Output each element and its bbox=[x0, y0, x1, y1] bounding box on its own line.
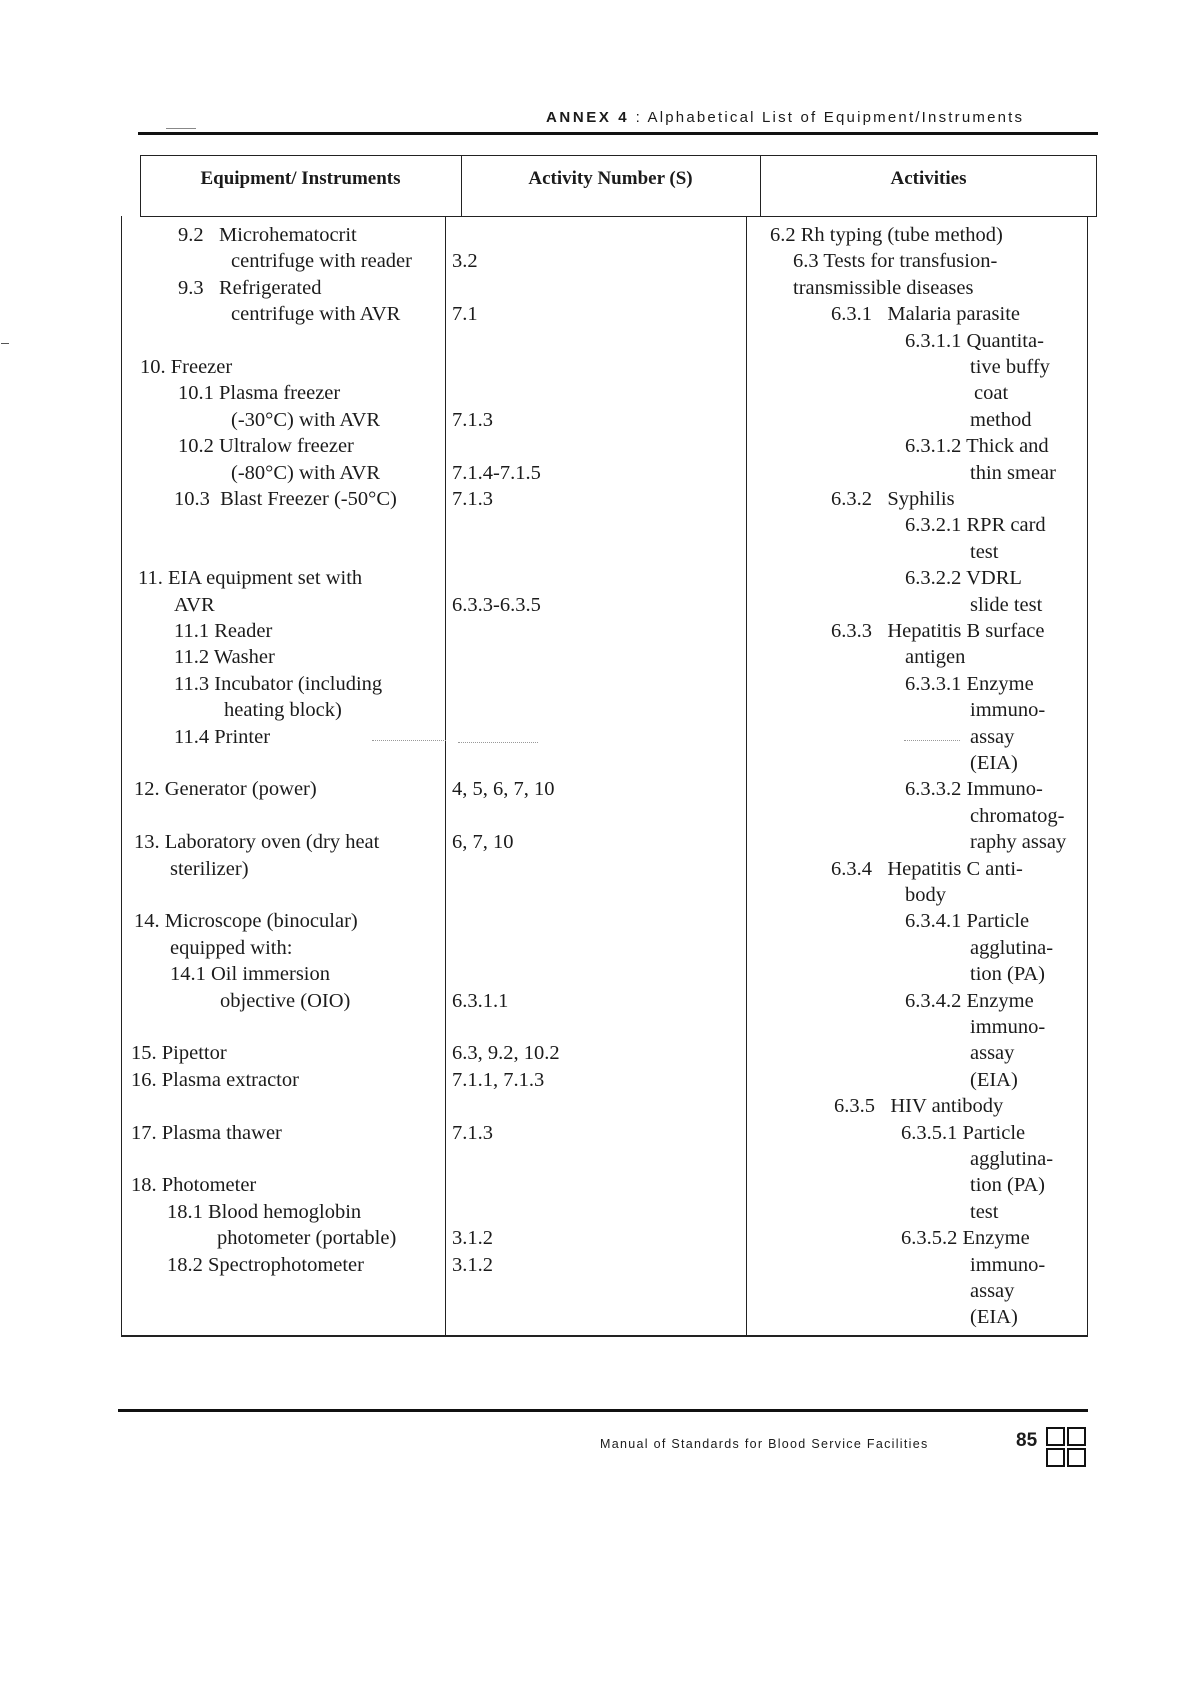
equipment-line: (-80°C) with AVR bbox=[231, 461, 381, 484]
activity-line: 6.3.2 Syphilis bbox=[831, 488, 955, 510]
activity-line: immuno- bbox=[970, 1016, 1046, 1038]
footer-rule bbox=[118, 1409, 1088, 1412]
activity-line: tion (PA) bbox=[970, 1174, 1045, 1197]
activity-number-line: 6.3.3-6.3.5 bbox=[452, 593, 541, 616]
equipment-line: objective (OIO) bbox=[220, 989, 351, 1012]
annex-label: ANNEX 4 bbox=[546, 109, 630, 126]
activity-line: 6.3.3.2 Immuno- bbox=[905, 778, 1043, 801]
activity-line: immuno- bbox=[970, 1253, 1046, 1276]
activity-line: (EIA) bbox=[970, 1068, 1018, 1091]
activity-line: 6.3.4.2 Enzyme bbox=[905, 989, 1034, 1012]
equipment-line: 10.2 Ultralow freezer bbox=[178, 435, 354, 458]
activity-line: raphy assay bbox=[970, 831, 1067, 854]
activity-line: antigen bbox=[905, 646, 966, 669]
equipment-line: centrifuge with AVR bbox=[231, 303, 401, 326]
activity-number-line: 4, 5, 6, 7, 10 bbox=[452, 778, 555, 801]
activity-line: (EIA) bbox=[970, 1306, 1018, 1329]
equipment-line: 15. Pipettor bbox=[131, 1042, 227, 1065]
column-header-activity-number: Activity Number (S) bbox=[528, 168, 693, 189]
header-rule bbox=[138, 132, 1098, 135]
table-top-border bbox=[140, 155, 1097, 156]
activity-line: immuno- bbox=[970, 699, 1046, 722]
equipment-line: 14.1 Oil immersion bbox=[170, 963, 331, 986]
scan-artifact bbox=[458, 742, 538, 743]
activity-line: slide test bbox=[970, 593, 1043, 616]
activity-line: 6.3.3 Hepatitis B surface bbox=[831, 620, 1045, 642]
table-left-border-body bbox=[121, 216, 122, 1336]
activity-line: 6.3 Tests for transfusion- bbox=[793, 250, 998, 273]
margin-mark bbox=[1, 343, 9, 344]
activity-line: tive buffy bbox=[970, 356, 1050, 378]
table-right-border-body bbox=[1087, 216, 1088, 1336]
equipment-line: 10.1 Plasma freezer bbox=[178, 382, 341, 405]
activity-line: 6.3.2.1 RPR card bbox=[905, 514, 1046, 537]
column-header-equipment: Equipment/ Instruments bbox=[200, 168, 401, 189]
activity-line: 6.3.1 Malaria parasite bbox=[831, 303, 1020, 326]
equipment-line: 16. Plasma extractor bbox=[131, 1068, 299, 1091]
equipment-line: heating block) bbox=[224, 699, 342, 722]
scan-artifact bbox=[904, 740, 960, 741]
equipment-line: 17. Plasma thawer bbox=[131, 1121, 282, 1144]
column-divider-2-body bbox=[746, 216, 747, 1336]
activity-line: 6.3.1.1 Quantita- bbox=[905, 329, 1044, 352]
activity-line: test bbox=[970, 540, 999, 563]
equipment-line: centrifuge with reader bbox=[231, 250, 412, 273]
activity-line: 6.3.5.1 Particle bbox=[901, 1121, 1026, 1144]
header-rule-stub bbox=[166, 128, 196, 129]
equipment-line: 14. Microscope (binocular) bbox=[134, 910, 358, 933]
activity-line: 6.3.5.2 Enzyme bbox=[901, 1227, 1030, 1250]
activity-line: method bbox=[970, 408, 1032, 431]
activity-line: coat bbox=[974, 382, 1009, 405]
equipment-line: 10.3 Blast Freezer (-50°C) bbox=[174, 488, 397, 510]
equipment-line: 18.1 Blood hemoglobin bbox=[167, 1200, 362, 1223]
table-bottom-border bbox=[121, 1335, 1088, 1337]
equipment-line: AVR bbox=[174, 593, 215, 616]
equipment-line: 11.3 Incubator (including bbox=[174, 672, 383, 695]
equipment-line: 9.2 Microhematocrit bbox=[178, 224, 357, 246]
equipment-line: photometer (portable) bbox=[217, 1227, 397, 1250]
activity-number-line: 7.1.3 bbox=[452, 1121, 493, 1144]
activity-line: chromatog- bbox=[970, 804, 1065, 827]
activity-line: 6.3.2.2 VDRL bbox=[905, 567, 1022, 590]
equipment-line: 12. Generator (power) bbox=[134, 778, 317, 801]
equipment-line: 11.2 Washer bbox=[174, 646, 275, 669]
equipment-line: 9.3 Refrigerated bbox=[178, 276, 322, 299]
activity-line: 6.3.4.1 Particle bbox=[905, 910, 1030, 933]
activity-line: 6.3.5 HIV antibody bbox=[834, 1095, 1004, 1118]
activity-line: tion (PA) bbox=[970, 963, 1045, 986]
equipment-line: 11.1 Reader bbox=[174, 620, 273, 642]
header-separator: : bbox=[635, 109, 642, 126]
equipment-line: 18. Photometer bbox=[131, 1174, 257, 1197]
equipment-line: 10. Freezer bbox=[140, 356, 233, 378]
activity-line: thin smear bbox=[970, 461, 1056, 484]
equipment-line: equipped with: bbox=[170, 936, 293, 959]
activity-line: (EIA) bbox=[970, 752, 1018, 774]
activity-line: body bbox=[905, 884, 946, 906]
activity-line: transmissible diseases bbox=[793, 276, 974, 299]
activity-number-line: 3.2 bbox=[452, 250, 478, 273]
activity-number-line: 6.3, 9.2, 10.2 bbox=[452, 1042, 560, 1065]
equipment-line: (-30°C) with AVR bbox=[231, 408, 381, 431]
activity-number-line: 7.1.1, 7.1.3 bbox=[452, 1068, 545, 1091]
activity-line: assay bbox=[970, 725, 1015, 748]
equipment-line: 13. Laboratory oven (dry heat bbox=[134, 831, 380, 854]
activity-line: test bbox=[970, 1200, 999, 1223]
equipment-line: 11.4 Printer bbox=[174, 725, 271, 748]
activity-number-line: 7.1 bbox=[452, 303, 478, 326]
equipment-line: 18.2 Spectrophotometer bbox=[167, 1253, 364, 1276]
running-header bbox=[546, 109, 1096, 126]
activity-line: 6.2 Rh typing (tube method) bbox=[770, 224, 1003, 246]
activity-number-line: 6, 7, 10 bbox=[452, 831, 514, 854]
activity-line: 6.3.1.2 Thick and bbox=[905, 435, 1049, 458]
scan-artifact bbox=[372, 740, 446, 741]
column-header-activities: Activities bbox=[890, 168, 967, 189]
equipment-line: 11. EIA equipment set with bbox=[138, 567, 363, 590]
activity-line: agglutina- bbox=[970, 936, 1054, 959]
manual-title: Manual of Standards for Blood Service Facilities bbox=[600, 1437, 929, 1451]
activity-line: agglutina- bbox=[970, 1148, 1054, 1170]
activity-number-line: 3.1.2 bbox=[452, 1227, 493, 1250]
activity-line: assay bbox=[970, 1280, 1015, 1302]
page-number: 85 bbox=[1016, 1430, 1038, 1451]
activity-line: 6.3.4 Hepatitis C anti- bbox=[831, 857, 1023, 880]
activity-number-line: 7.1.4-7.1.5 bbox=[452, 461, 541, 484]
table-header-border bbox=[140, 216, 1097, 217]
activity-number-line: 7.1.3 bbox=[452, 408, 493, 431]
activity-number-line: 6.3.1.1 bbox=[452, 989, 509, 1012]
activity-line: assay bbox=[970, 1042, 1015, 1065]
equipment-line: sterilizer) bbox=[170, 857, 249, 880]
annex-title: Alphabetical List of Equipment/Instruments bbox=[647, 109, 1025, 126]
activity-number-line: 7.1.3 bbox=[452, 488, 493, 510]
manual-logo-icon bbox=[1046, 1427, 1086, 1467]
column-divider-1-body bbox=[445, 216, 446, 1336]
activity-number-line: 3.1.2 bbox=[452, 1253, 493, 1276]
activity-line: 6.3.3.1 Enzyme bbox=[905, 672, 1034, 695]
